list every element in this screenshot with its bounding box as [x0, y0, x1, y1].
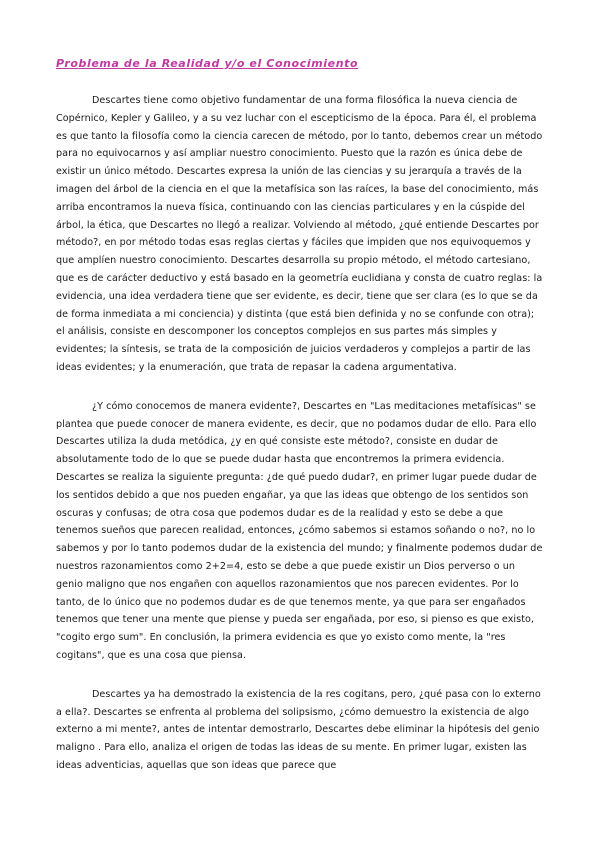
paragraph-solipsism: Descartes ya ha demostrado la existencia de la res cogitans, pero, ¿qué pasa con lo externo a ella?. Descartes se enfrenta al problema del solipsismo, ¿cómo demuestro la existencia de algo externo a mi mente?, antes de intentar demostrarlo, Descartes debe eliminar la hipótesis del genio maligno . Para ello, analiza el origen de todas las ideas de su mente. En primer lugar, existen las ideas adventicias, aquellas que son ideas que parece que: [56, 688, 541, 771]
document-title: Problema de la Realidad y/o el Conocimiento: [56, 57, 359, 70]
paragraph-methodical-doubt: ¿Y cómo conocemos de manera evidente?, Descartes en "Las meditaciones metafísicas" se plantea que puede conocer de manera evidente, es decir, que no podamos dudar de ello. Para ello Descartes utiliza la duda metódica, ¿y en qué consiste este método?, consiste en dudar de absolutamente todo de lo que se puede dudar hasta que encontremos la primera evidencia. Descartes se realiza la siguiente pregunta: ¿de qué puedo dudar?, en primer lugar puede dudar de los sentidos debido a que nos pueden engañar, ya que las ideas que obtengo de los sentidos son oscuras y confusas; de otra cosa que podemos dudar es de la realidad y esto se debe a que tenemos sueños que parecen realidad, entonces, ¿cómo sabemos si estamos soñando o no?, no lo sabemos y por lo tanto podemos dudar de la existencia del mundo; y finalmente podemos dudar de nuestros razonamientos como 2+2=4, esto se debe a que puede existir un Dios perverso o un genio maligno que nos engañen con aquellos razonamientos que nos parecen evidentes. Por lo tanto, de lo único que no podemos dudar es de que tenemos mente, ya que para ser engañados tenemos que tener una mente que piense y pueda ser engañada, por eso, si pienso es que existo, "cogito ergo sum". En conclusión, la primera evidencia es que yo existo como mente, la "res cogitans", que es una cosa que piensa.: [56, 400, 543, 661]
paragraph-method: Descartes tiene como objetivo fundamentar de una forma filosófica la nueva ciencia de Copérnico, Kepler y Galileo, y a su vez luchar con el escepticismo de la época. Para él, el problema es que tanto la filosofía como la ciencia carecen de método, por lo tanto, debemos crear un método para no equivocarnos y así ampliar nuestro conocimiento. Puesto que la razón es única debe de existir un único método. Descartes expresa la unión de las ciencias y su jerarquía a través de la imagen del árbol de la ciencia en el que la metafísica son las raíces, la base del conocimiento, más arriba encontramos la nueva física, continuando con las ciencias particulares y en la cúspide del árbol, la ética, que Descartes no llegó a realizar. Volviendo al método, ¿qué entiende Descartes por método?, en por método todas esas reglas ciertas y fáciles que impiden que nos equivoquemos y que amplíen nuestro conocimiento. Descartes desarrolla su propio método, el método cartesiano, que es de carácter deductivo y está basado en la geometría euclidiana y consta de cuatro reglas: la evidencia, una idea verdadera tiene que ser evidente, es decir, tiene que ser clara (es lo que se da de forma inmediata a mi conciencia) y distinta (que está bien definida y no se confunde con otra); el análisis, consiste en descomponer los conceptos complejos en sus partes más simples y evidentes; la síntesis, se trata de la composición de juicios verdaderos y complejos a partir de las ideas evidentes; y la enumeración, que trata de repasar la cadena argumentativa.: [56, 95, 543, 373]
